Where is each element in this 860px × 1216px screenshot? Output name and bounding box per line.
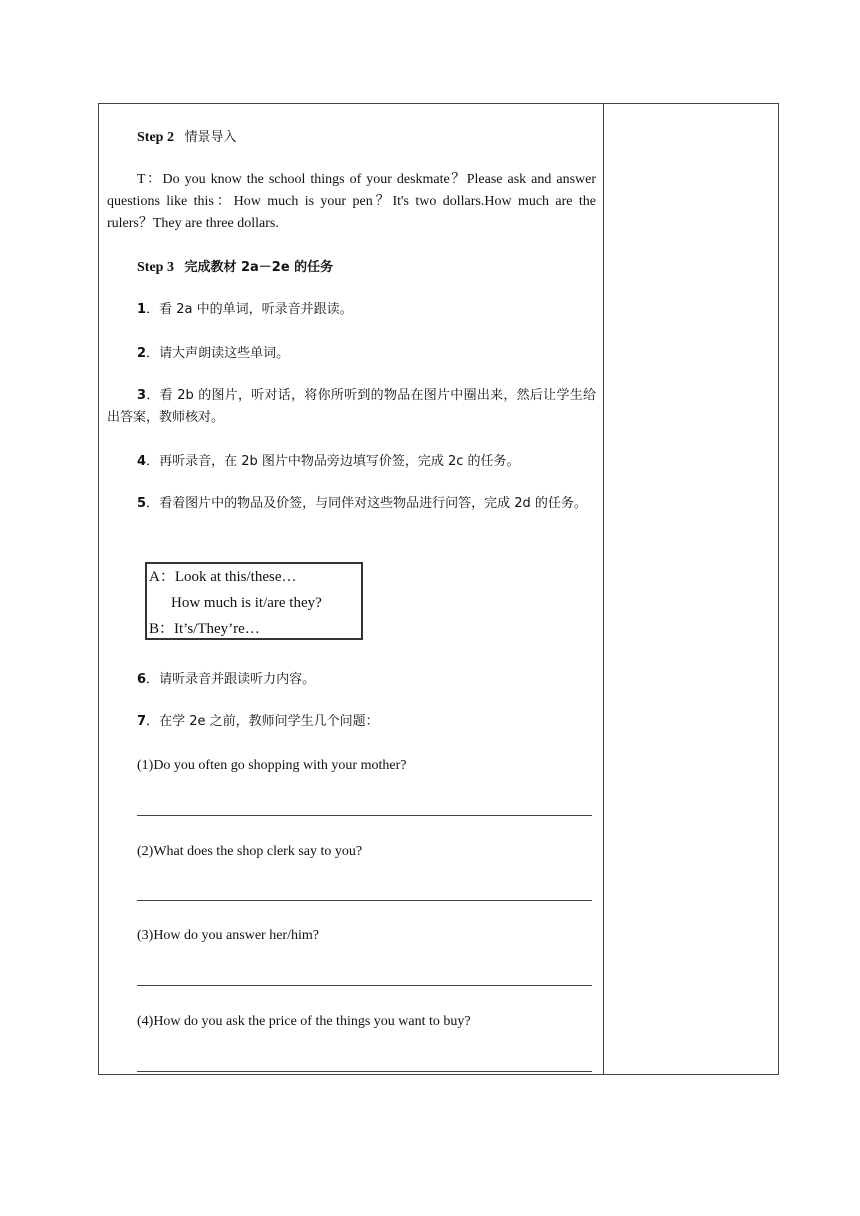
- list-item: 6．请听录音并跟读听力内容。: [137, 672, 316, 687]
- step3-heading: Step 3 完成教材 2a－2e 的任务: [137, 260, 334, 275]
- dialog-line-b: B：It’s/They’re…: [149, 621, 260, 637]
- step2-text: T：Do you know the school things of your deskmate？Please ask and answer questions like this：How much is your pen？It's two dollars.How much are the rulers？They are three dollars.: [107, 172, 596, 231]
- question-4: (4)How do you ask the price of the things you want to buy?: [137, 1014, 471, 1029]
- step2-heading: Step 2 情景导入: [137, 130, 237, 145]
- list-item: 5．看着图片中的物品及价签，与同伴对这些物品进行问答，完成 2d 的任务。: [137, 496, 587, 511]
- answer-line-2[interactable]: [137, 900, 592, 901]
- answer-line-4[interactable]: [137, 1071, 592, 1072]
- column-divider: [603, 103, 604, 1075]
- answer-line-3[interactable]: [137, 985, 592, 986]
- question-2: (2)What does the shop clerk say to you?: [137, 844, 363, 859]
- list-item: 7．在学 2e 之前，教师问学生几个问题：: [137, 714, 379, 729]
- list-item: 3．看 2b 的图片，听对话，将你所听到的物品在图片中圈出来，然后让学生给出答案，教师核对。: [107, 388, 596, 425]
- list-item: 1．看 2a 中的单词，听录音并跟读。: [137, 302, 353, 317]
- dialog-box: [145, 562, 363, 640]
- question-1: (1)Do you often go shopping with your mother?: [137, 758, 407, 773]
- list-item: 4．再听录音，在 2b 图片中物品旁边填写价签，完成 2c 的任务。: [137, 454, 520, 469]
- answer-line-1[interactable]: [137, 815, 592, 816]
- dialog-line-a: A：Look at this/these…: [149, 569, 297, 585]
- list-item: 2．请大声朗读这些单词。: [137, 346, 290, 361]
- dialog-line-a2: How much is it/are they?: [171, 595, 322, 611]
- question-3: (3)How do you answer her/him?: [137, 928, 319, 943]
